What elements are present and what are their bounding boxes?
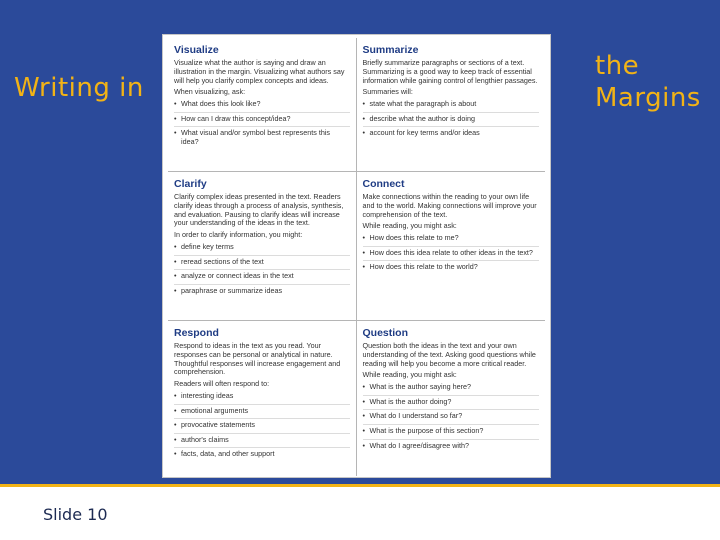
strategy-bullet: • What is the author saying here? <box>363 381 540 396</box>
strategy-bullet-list <box>174 390 350 462</box>
strategy-description: Make connections within the reading to your own life and to the world. Making connections will improve your comprehension of the text. <box>362 192 537 219</box>
strategy-bullet: • describe what the author is doing <box>363 113 540 128</box>
strategy-bullet: • paraphrase or summarize ideas <box>174 285 350 299</box>
strategy-heading: Clarify <box>174 178 207 190</box>
strategy-description: Visualize what the author is saying and draw an illustration in the margin. Visualizing what authors say will help you clarify complex concepts and ideas. <box>174 58 345 85</box>
strategy-bullet: • state what the paragraph is about <box>363 98 540 113</box>
strategy-description: Respond to ideas in the text as you read. Your responses can be personal or analytical in nature. Thoughtful responses will increase engagement and comprehension. <box>174 341 341 377</box>
strategy-bullet-list <box>174 241 350 298</box>
strategy-bullet: • facts, data, and other support <box>174 448 350 462</box>
strategy-bullet: • How does this relate to the world? <box>363 261 540 275</box>
strategy-bullet: • What visual and/or symbol best represents this idea? <box>174 127 350 149</box>
strategy-bullet-list <box>174 98 350 149</box>
strategy-bullet-list <box>363 381 540 453</box>
strategy-description: Briefly summarize paragraphs or sections of a text. Summarizing is a good way to keep track of essential information while gaining control of lengthier passages. <box>362 58 538 85</box>
strategy-bullet: • account for key terms and/or ideas <box>363 127 540 141</box>
strategy-grid <box>168 38 545 474</box>
slide-title-right: the Margins <box>595 51 701 113</box>
strategy-bullet: • What do I understand so far? <box>363 410 540 425</box>
strategy-bullet: • reread sections of the text <box>174 256 350 271</box>
strategy-bullet: • provocative statements <box>174 419 350 434</box>
slide-footer <box>0 487 720 540</box>
strategy-bullet: • author's claims <box>174 434 350 449</box>
strategy-cell-summarize <box>357 38 546 172</box>
strategy-cell-connect <box>357 172 546 321</box>
strategy-bullet: • How does this idea relate to other ideas in the text? <box>363 247 540 262</box>
strategy-intro: When visualizing, ask: <box>174 87 246 97</box>
strategy-heading: Respond <box>174 327 219 339</box>
strategy-intro: Summaries will: <box>362 87 413 97</box>
strategy-bullet: • What does this look like? <box>174 98 350 113</box>
strategy-intro: While reading, you might ask: <box>362 370 457 380</box>
strategy-intro: In order to clarify information, you might: <box>174 230 303 240</box>
strategy-heading: Visualize <box>174 44 219 56</box>
strategy-bullet: • What do I agree/disagree with? <box>363 440 540 454</box>
strategy-intro: Readers will often respond to: <box>174 379 270 389</box>
strategy-heading: Summarize <box>362 44 419 56</box>
margin-notes-chart <box>162 34 551 478</box>
strategy-intro: While reading, you might ask: <box>362 221 457 231</box>
strategy-bullet: • interesting ideas <box>174 390 350 405</box>
strategy-description: Clarify complex ideas presented in the text. Readers clarify ideas through a process of analysis, synthesis, and evaluation. Pausing to clarify ideas will increase your understanding of the ideas in the text. <box>174 192 344 228</box>
strategy-bullet-list <box>363 232 540 275</box>
strategy-bullet: • analyze or connect ideas in the text <box>174 270 350 285</box>
strategy-description: Question both the ideas in the text and your own understanding of the text. Asking good questions while reading will help you become a more critical reader. <box>362 341 536 368</box>
strategy-cell-respond <box>168 321 357 476</box>
strategy-bullet: • emotional arguments <box>174 405 350 420</box>
strategy-bullet: • How does this relate to me? <box>363 232 540 247</box>
strategy-bullet: • define key terms <box>174 241 350 256</box>
strategy-bullet: • What is the author doing? <box>363 396 540 411</box>
strategy-heading: Connect <box>362 178 405 190</box>
strategy-bullet-list <box>363 98 540 141</box>
strategy-heading: Question <box>362 327 409 339</box>
strategy-bullet: • What is the purpose of this section? <box>363 425 540 440</box>
strategy-cell-clarify <box>168 172 357 321</box>
strategy-cell-question <box>357 321 546 476</box>
strategy-cell-visualize <box>168 38 357 172</box>
slide-number: Slide 10 <box>43 505 108 524</box>
slide-title-left: Writing in <box>14 73 144 103</box>
strategy-bullet: • How can I draw this concept/idea? <box>174 113 350 128</box>
